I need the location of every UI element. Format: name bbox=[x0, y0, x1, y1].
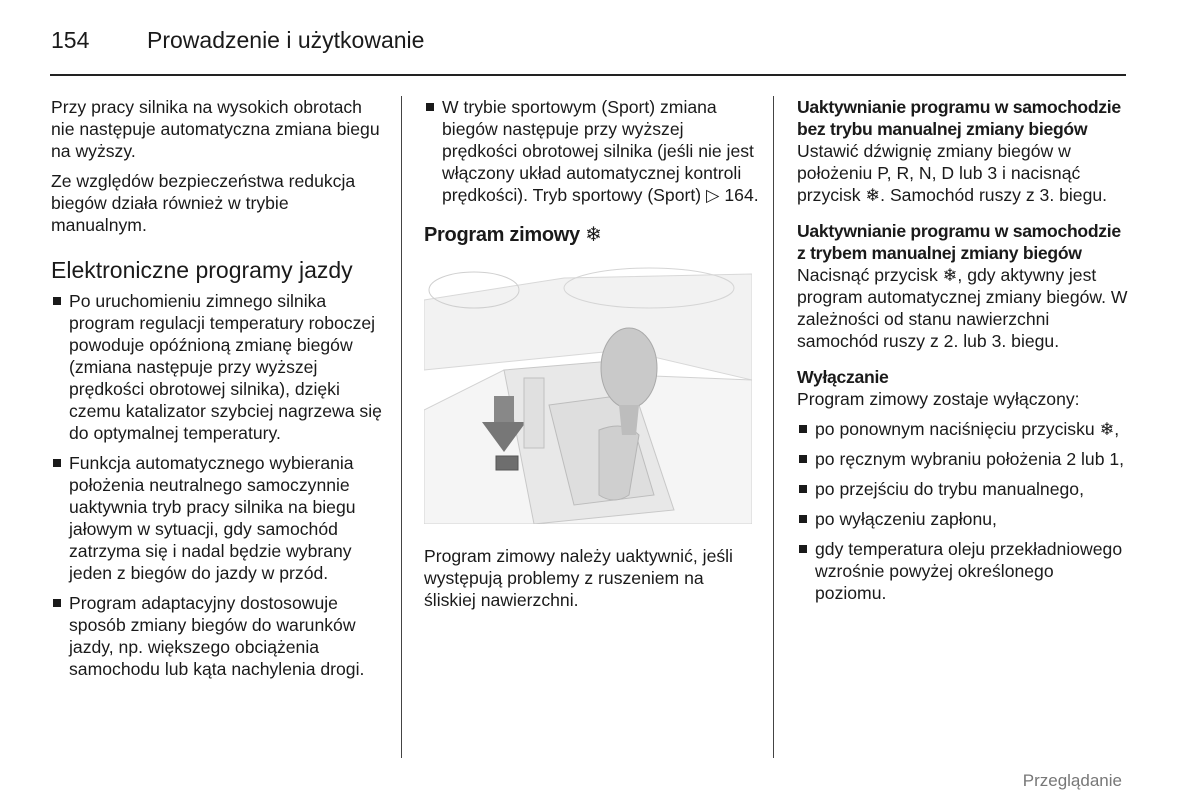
heading-text: Program zimowy bbox=[424, 224, 580, 246]
paragraph: Ustawić dźwignię zmiany biegów w położeniu P, R, N, D lub 3 i nacisnąć przycisk ❄. Samochód ruszy z 3. biegu. bbox=[797, 141, 1108, 205]
section-heading bbox=[424, 222, 759, 248]
paragraph: Ze względów bezpieczeństwa redukcja biegów działa również w trybie manualnym. bbox=[51, 171, 356, 235]
subheading: Wyłączanie bbox=[797, 367, 889, 387]
middle-column bbox=[424, 96, 759, 611]
gear-lever-illustration bbox=[424, 260, 752, 524]
header-rule bbox=[50, 74, 1126, 76]
paragraph: Nacisnąć przycisk ❄, gdy aktywny jest program automatycznej zmiany biegów. W zależności od stanu nawierzchni samochód ruszy z 2. lub 3. biegu. bbox=[797, 265, 1128, 351]
bullet-list bbox=[797, 418, 1129, 604]
subheading: Uaktywnianie programu w samochodzie z trybem manualnej zmiany biegów bbox=[797, 221, 1121, 263]
paragraph: Program zimowy zostaje wyłączony: bbox=[797, 389, 1080, 409]
bullet-list bbox=[424, 96, 759, 206]
subheading: Uaktywnianie programu w samochodzie bez trybu manualnej zmiany biegów bbox=[797, 97, 1121, 139]
list-item: Program adaptacyjny dostosowuje sposób zmiany biegów do warunków jazdy, np. większego obciążenia samochodu lub kąta nachylenia drogi. bbox=[51, 592, 386, 680]
column-divider-2 bbox=[773, 96, 774, 758]
figure-caption: Program zimowy należy uaktywnić, jeśli występują problemy z ruszeniem na śliskiej nawierzchni. bbox=[424, 546, 733, 610]
list-item: po ponownym naciśnięciu przycisku ❄, bbox=[797, 418, 1129, 440]
list-item: po przejściu do trybu manualnego, bbox=[797, 478, 1129, 500]
list-item: W trybie sportowym (Sport) zmiana biegów następuje przy wyższej prędkości obrotowej silnika (jeśli nie jest włączony układ automatycznej kontroli prędkości). Tryb sportowy (Sport) ▷ 164. bbox=[424, 96, 759, 206]
page-number: 154 bbox=[51, 27, 90, 53]
section-heading: Elektroniczne programy jazdy bbox=[51, 257, 353, 283]
list-item: Po uruchomieniu zimnego silnika program regulacji temperatury roboczej powoduje opóźnioną zmianę biegów (zmiana następuje przy wyższej prędkości obrotowej silnika), dzięki czemu katalizator szybciej nagrzewa się do optymalnej temperatury. bbox=[51, 290, 386, 444]
left-column bbox=[51, 96, 386, 688]
list-item: gdy temperatura oleju przekładniowego wzrośnie powyżej określonego poziomu. bbox=[797, 538, 1129, 604]
footer-label: Przeglądanie bbox=[1022, 771, 1122, 790]
right-column bbox=[797, 96, 1129, 612]
snowflake-icon: ❄ bbox=[585, 224, 602, 246]
page-title: Prowadzenie i użytkowanie bbox=[147, 27, 425, 53]
list-item: po ręcznym wybraniu położenia 2 lub 1, bbox=[797, 448, 1129, 470]
paragraph: Przy pracy silnika na wysokich obrotach nie następuje automatyczna zmiana biegu na wyższy. bbox=[51, 97, 380, 161]
bullet-list bbox=[51, 290, 386, 680]
list-item: po wyłączeniu zapłonu, bbox=[797, 508, 1129, 530]
column-divider-1 bbox=[401, 96, 402, 758]
list-item: Funkcja automatycznego wybierania położenia neutralnego samoczynnie uaktywnia tryb pracy silnika na biegu jałowym w sytuacji, gdy samochód zatrzyma się i nadal będzie wybrany jeden z biegów do jazdy w przód. bbox=[51, 452, 386, 584]
